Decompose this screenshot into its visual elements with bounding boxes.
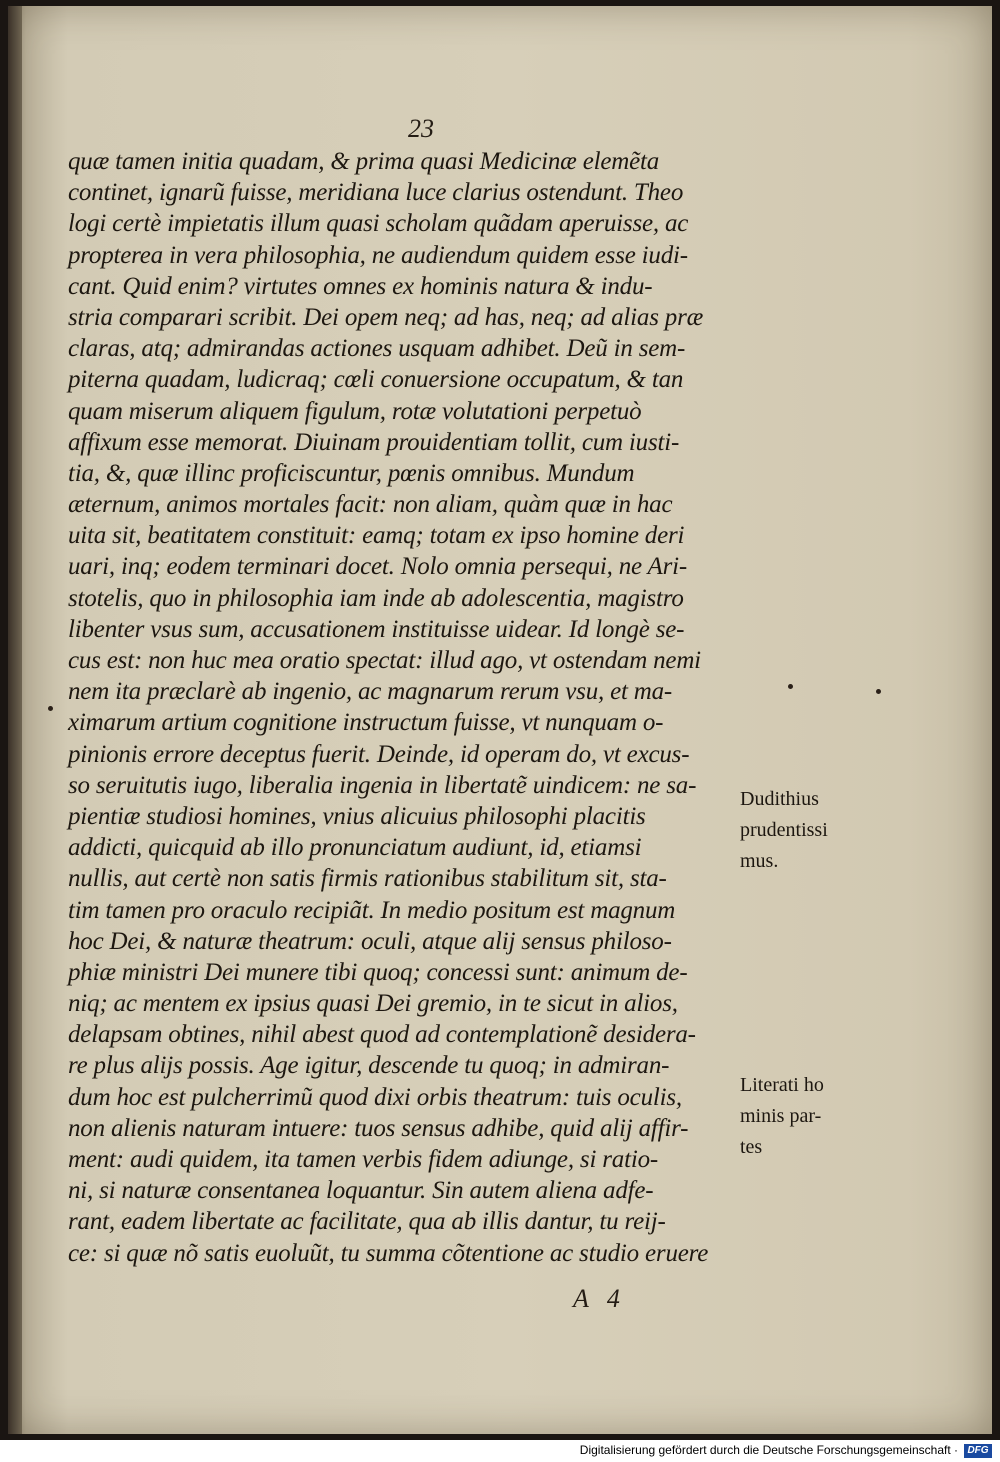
ink-speck [876,689,881,694]
book-gutter [8,6,22,1434]
text-line: stotelis, quo in philosophia iam inde ab adolescentia, magistro [68,584,684,612]
marginal-note-line: Literati ho [740,1074,824,1096]
text-line: stria comparari scribit. Dei opem neq; ad has, neq; ad alias præ [68,303,704,331]
text-line: claras, atq; admirandas actiones usquam adhibet. Deũ in sem- [68,335,686,363]
book-page [8,6,992,1434]
text-line: nem ita præclarè ab ingenio, ac magnarum rerum vsu, et ma- [68,678,673,706]
text-line: phiæ ministri Dei munere tibi quoq; concessi sunt: animum de- [68,958,688,986]
page-number: 23 [408,114,434,143]
text-line: dum hoc est pulcherrimũ quod dixi orbis theatrum: tuis oculis, [68,1083,682,1111]
text-line: piterna quadam, ludicraq; cœli conuersione occupatum, & tan [68,366,684,394]
text-line: cant. Quid enim? virtutes omnes ex hominis natura & indu- [68,272,653,300]
text-line: libenter vsus sum, accusationem instituisse uidear. Id longè se- [68,615,685,643]
text-line: rant, eadem libertate ac facilitate, qua ab illis dantur, tu reij- [68,1208,666,1236]
funding-credit: Digitalisierung gefördert durch die Deutsche Forschungsgemeinschaft · [579,1443,958,1457]
ink-speck [788,684,793,689]
text-line: propterea in vera philosophia, ne audiendum quidem esse iudi- [68,241,688,269]
marginal-note-dudithius [740,784,828,877]
text-line: ni, si naturæ consentanea loquantur. Sin autem aliena adfe- [68,1177,654,1205]
text-line: uari, inq; eodem terminari docet. Nolo omnia persequi, ne Ari- [68,553,688,581]
footer-bar [0,1440,1000,1462]
signature-mark: A 4 [573,1284,626,1313]
text-line: quam miserum aliquem figulum, rotæ volutationi perpetuò [68,397,642,425]
marginal-note-line: tes [740,1136,763,1158]
text-line: cus est: non huc mea oratio spectat: illud ago, vt ostendam nemi [68,647,701,674]
text-line: tia, &, quæ illinc proficiscuntur, pœnis omnibus. Mundum [68,459,635,487]
text-line: addicti, quicquid ab illo pronunciatum audiunt, id, etiamsi [68,834,642,862]
text-line: non alienis naturam intuere: tuos sensus adhibe, quid alij affir- [68,1114,689,1142]
text-line: delapsam obtines, nihil abest quod ad contemplationẽ desidera- [68,1021,696,1049]
ink-speck [48,706,53,711]
text-line: so seruitutis iugo, liberalia ingenia in libertatẽ uindicem: ne sa- [68,771,697,799]
text-line: tim tamen pro oraculo recipiãt. In medio positum est magnum [68,896,676,924]
text-line: nullis, aut certè non satis firmis rationibus stabilitum sit, sta- [68,865,667,893]
text-line: ce: si quæ nõ satis euoluũt, tu summa cõtentione ac studio eruere [68,1239,709,1267]
text-line: hoc Dei, & naturæ theatrum: oculi, atque alij sensus philoso- [68,927,672,955]
marginal-note-line: prudentissi [740,819,828,841]
text-line: re plus alijs possis. Age igitur, descende tu quoq; in admiran- [68,1052,670,1080]
main-text-block [68,146,768,1269]
text-line: ment: audi quidem, ita tamen verbis fidem adiunge, si ratio- [68,1146,659,1173]
dfg-logo-icon: DFG [964,1444,992,1458]
text-line: quæ tamen initia quadam, & prima quasi Medicinæ elemẽta [68,148,660,175]
text-line: ximarum artium cognitione instructum fuisse, vt nunquam o- [68,709,664,737]
text-line: pinionis errore deceptus fuerit. Deinde, id operam do, vt excus- [68,740,690,768]
text-line: niq; ac mentem ex ipsius quasi Dei gremio, in te sicut in alios, [68,990,678,1018]
text-line: æternum, animos mortales facit: non aliam, quàm quæ in hac [68,491,673,519]
marginal-note-literati [740,1070,824,1163]
text-line: affixum esse memorat. Diuinam prouidentiam tollit, cum iusti- [68,428,680,456]
text-line: logi certè impietatis illum quasi scholam quãdam aperuisse, ac [68,210,689,238]
text-line: continet, ignarũ fuisse, meridiana luce clarius ostendunt. Theo [68,179,684,207]
text-line: uita sit, beatitatem constituit: eamq; totam ex ipso homine deri [68,522,685,550]
marginal-note-line: minis par- [740,1105,822,1127]
marginal-note-line: mus. [740,850,779,872]
text-line: pientiæ studiosi homines, vnius alicuius philosophi placitis [68,802,646,830]
marginal-note-line: Dudithius [740,788,819,810]
